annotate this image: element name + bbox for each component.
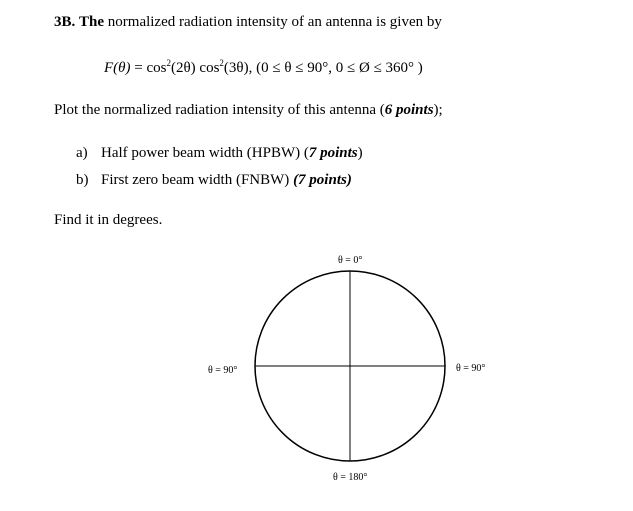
formula-exponent-2: 2: [219, 58, 224, 68]
plot-points: 6 points: [384, 102, 434, 118]
label-theta-top: θ = 0°: [338, 255, 363, 266]
plot-tail: );: [433, 102, 443, 118]
find-instruction: Find it in degrees.: [54, 212, 163, 228]
item-points: 7 points: [308, 145, 358, 161]
label-theta-bottom: θ = 180°: [333, 472, 368, 483]
item-text: Half power beam width (HPBW) (: [101, 145, 309, 161]
question-intro-bold: The: [79, 14, 105, 30]
question-number: 3B.: [54, 14, 76, 30]
formula-exponent-1: 2: [166, 58, 171, 68]
item-text: First zero beam width (FNBW): [101, 172, 294, 188]
formula-arg-1: (2θ) cos: [171, 60, 220, 76]
formula-lhs: F(θ): [104, 60, 131, 76]
item-marker: b): [76, 172, 89, 188]
question-intro-text: normalized radiation intensity of an antenna is given by: [104, 14, 442, 30]
item-tail: ): [357, 145, 363, 161]
label-theta-right: θ = 90°: [456, 363, 486, 374]
item-points: (7 points): [293, 172, 352, 188]
formula-arg-2: (3θ),: [223, 60, 253, 76]
plot-text: Plot the normalized radiation intensity of this antenna (: [54, 102, 385, 118]
item-marker: a): [76, 145, 88, 161]
label-theta-left: θ = 90°: [208, 365, 238, 376]
formula-range: (0 ≤ θ ≤ 90°, 0 ≤ Ø ≤ 360° ): [252, 60, 423, 76]
formula-eq: = cos: [130, 60, 167, 76]
